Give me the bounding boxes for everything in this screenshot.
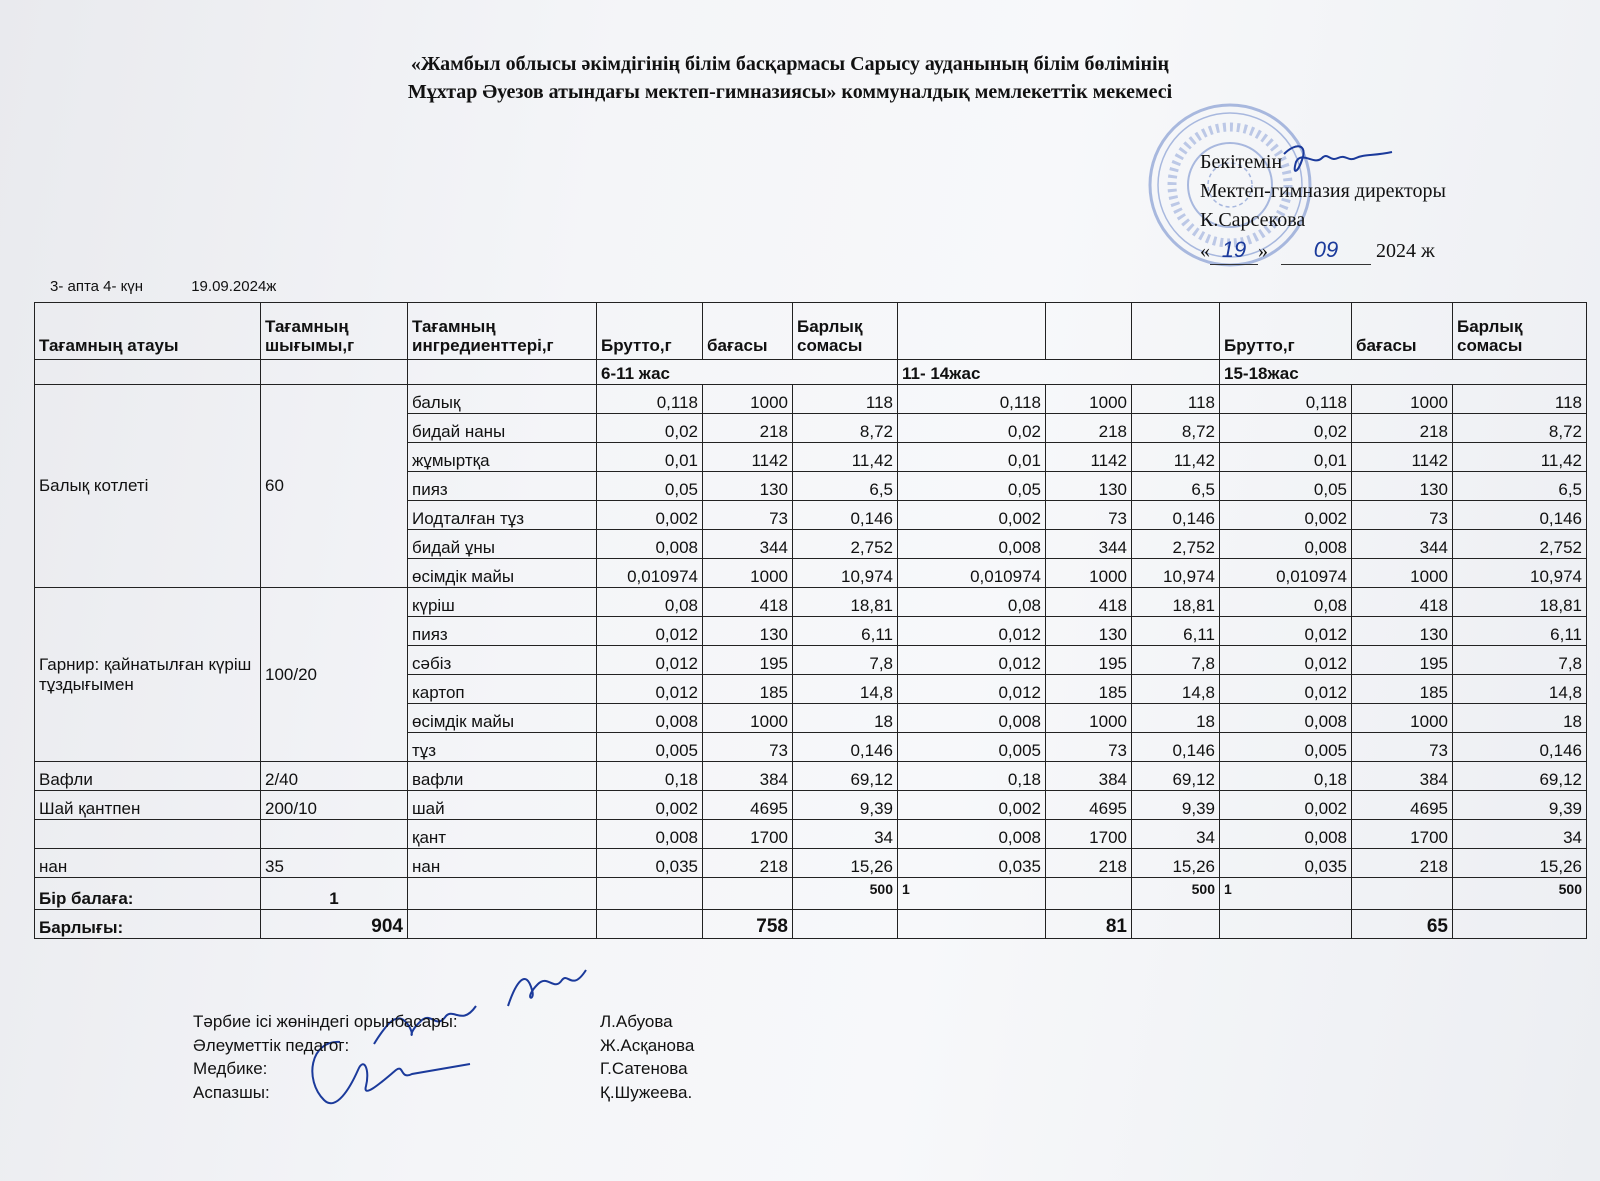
approve-label: Бекітемін (1200, 151, 1283, 173)
ingredient-name: қант (408, 820, 597, 849)
value-cell: 0,008 (597, 704, 703, 733)
signature-role: Медбике: (193, 1059, 268, 1078)
value-cell: 15,26 (1453, 849, 1587, 878)
value-cell: 0,18 (1220, 762, 1352, 791)
value-cell: 0,012 (1220, 646, 1352, 675)
value-cell: 15,26 (793, 849, 898, 878)
value-cell: 218 (1352, 849, 1453, 878)
value-cell: 0,008 (597, 820, 703, 849)
table-row (35, 820, 1587, 849)
empty-cell (597, 878, 703, 910)
value-cell: 130 (703, 617, 793, 646)
value-cell: 118 (793, 385, 898, 414)
value-cell: 0,008 (1220, 820, 1352, 849)
dish-yield: 60 (261, 385, 408, 588)
value-cell: 195 (703, 646, 793, 675)
value-cell: 0,02 (1220, 414, 1352, 443)
value-cell: 0,008 (1220, 530, 1352, 559)
director-signature-icon (1278, 136, 1398, 182)
value-cell: 69,12 (793, 762, 898, 791)
ingredient-name: бидай наны (408, 414, 597, 443)
value-cell: 0,012 (597, 617, 703, 646)
value-cell: 73 (1352, 501, 1453, 530)
signature-role: Тәрбие ісі жөніндегі орынбасары: (193, 1012, 458, 1031)
value-cell: 10,974 (793, 559, 898, 588)
value-cell: 73 (1046, 501, 1132, 530)
value-cell: 18,81 (1132, 588, 1220, 617)
value-cell: 1700 (703, 820, 793, 849)
per-child-count: 1 (898, 878, 1046, 910)
value-cell: 18 (1453, 704, 1587, 733)
value-cell: 0,02 (597, 414, 703, 443)
per-child-count: 1 (1220, 878, 1352, 910)
column-header: бағасы (1352, 303, 1453, 360)
column-header: бағасы (703, 303, 793, 360)
value-cell: 1000 (1352, 385, 1453, 414)
week-day: 3- апта 4- күн (50, 278, 144, 295)
value-cell: 6,5 (1453, 472, 1587, 501)
value-cell: 4695 (1352, 791, 1453, 820)
signature-name: Қ.Шужеева. (600, 1082, 693, 1102)
total-value: 904 (261, 910, 408, 939)
value-cell: 218 (1352, 414, 1453, 443)
per-child-label: Бір балаға: (35, 878, 261, 910)
value-cell: 7,8 (793, 646, 898, 675)
empty-cell (898, 910, 1046, 939)
value-cell: 0,01 (1220, 443, 1352, 472)
empty-cell (408, 360, 597, 385)
value-cell: 0,012 (898, 646, 1046, 675)
age-group-label: 6-11 жас (597, 360, 898, 385)
empty-cell (35, 360, 261, 385)
ingredient-name: пияз (408, 472, 597, 501)
value-cell: 6,5 (1132, 472, 1220, 501)
age-group-label: 11- 14жас (898, 360, 1220, 385)
value-cell: 0,002 (1220, 791, 1352, 820)
ingredient-name: шай (408, 791, 597, 820)
value-cell: 9,39 (1132, 791, 1220, 820)
approval-year: 2024 ж (1376, 240, 1435, 262)
value-cell: 344 (1352, 530, 1453, 559)
value-cell: 14,8 (1453, 675, 1587, 704)
empty-cell (1132, 910, 1220, 939)
value-cell: 0,118 (597, 385, 703, 414)
value-cell: 0,005 (597, 733, 703, 762)
value-cell: 0,012 (1220, 675, 1352, 704)
dish-name: нан (35, 849, 261, 878)
empty-cell (1046, 878, 1132, 910)
dish-name: Шай қантпен (35, 791, 261, 820)
ingredient-name: бидай ұны (408, 530, 597, 559)
value-cell: 7,8 (1453, 646, 1587, 675)
value-cell: 0,05 (1220, 472, 1352, 501)
approval-date: « 19 » 09 2024 ж (1200, 235, 1446, 266)
dish-yield: 35 (261, 849, 408, 878)
value-cell: 0,08 (597, 588, 703, 617)
value-cell: 0,01 (597, 443, 703, 472)
value-cell: 6,11 (1453, 617, 1587, 646)
menu-table (34, 302, 1587, 939)
value-cell: 130 (1046, 472, 1132, 501)
value-cell: 6,5 (793, 472, 898, 501)
ingredient-name: картоп (408, 675, 597, 704)
value-cell: 130 (1352, 472, 1453, 501)
total-value: 81 (1046, 910, 1132, 939)
per-child-sum: 500 (793, 878, 898, 910)
value-cell: 1700 (1352, 820, 1453, 849)
value-cell: 1000 (1046, 559, 1132, 588)
value-cell: 10,974 (1132, 559, 1220, 588)
per-child-sum: 500 (1453, 878, 1587, 910)
dish-name: Гарнир: қайнатылған күріш тұздығымен (35, 588, 261, 762)
value-cell: 384 (1046, 762, 1132, 791)
value-cell: 8,72 (1453, 414, 1587, 443)
value-cell: 0,008 (1220, 704, 1352, 733)
value-cell: 0,012 (898, 617, 1046, 646)
value-cell: 0,118 (1220, 385, 1352, 414)
total-value: 65 (1352, 910, 1453, 939)
dish-yield: 2/40 (261, 762, 408, 791)
value-cell: 8,72 (1132, 414, 1220, 443)
column-header (1132, 303, 1220, 360)
per-child-count: 1 (261, 878, 408, 910)
value-cell: 384 (703, 762, 793, 791)
value-cell: 9,39 (1453, 791, 1587, 820)
value-cell: 0,035 (597, 849, 703, 878)
value-cell: 0,035 (898, 849, 1046, 878)
value-cell: 0,005 (898, 733, 1046, 762)
column-header (898, 303, 1046, 360)
dish-name: Вафли (35, 762, 261, 791)
ingredient-name: нан (408, 849, 597, 878)
value-cell: 0,146 (1132, 733, 1220, 762)
table-row (35, 360, 1587, 385)
value-cell: 69,12 (1132, 762, 1220, 791)
day-info (50, 278, 320, 295)
value-cell: 4695 (703, 791, 793, 820)
value-cell: 0,010974 (1220, 559, 1352, 588)
value-cell: 0,008 (898, 530, 1046, 559)
value-cell: 18,81 (793, 588, 898, 617)
value-cell: 73 (1352, 733, 1453, 762)
empty-cell (793, 910, 898, 939)
table-row (35, 303, 1587, 360)
header-line-1: «Жамбыл облысы әкімдігінің білім басқармасы Сарысу ауданының білім бөлімінің (410, 53, 1170, 75)
signatures-roles (193, 1010, 458, 1104)
ingredient-name: күріш (408, 588, 597, 617)
empty-cell (261, 820, 408, 849)
value-cell: 0,05 (898, 472, 1046, 501)
ingredient-name: өсімдік майы (408, 704, 597, 733)
value-cell: 0,146 (1453, 501, 1587, 530)
ingredient-name: пияз (408, 617, 597, 646)
value-cell: 14,8 (793, 675, 898, 704)
value-cell: 1142 (1352, 443, 1453, 472)
empty-cell (597, 910, 703, 939)
column-header: Барлық сомасы (793, 303, 898, 360)
signature-name: Л.Абуова (600, 1012, 673, 1031)
value-cell: 218 (1046, 849, 1132, 878)
value-cell: 384 (1352, 762, 1453, 791)
value-cell: 195 (1352, 646, 1453, 675)
value-cell: 0,146 (1453, 733, 1587, 762)
menu-date: 19.09.2024ж (191, 278, 277, 295)
column-header: Брутто,г (597, 303, 703, 360)
ingredient-name: тұз (408, 733, 597, 762)
value-cell: 185 (1046, 675, 1132, 704)
signature-role: Аспазшы: (193, 1082, 270, 1102)
signature-role: Әлеуметтік педагог: (193, 1035, 350, 1055)
value-cell: 7,8 (1132, 646, 1220, 675)
value-cell: 0,02 (898, 414, 1046, 443)
value-cell: 18 (1132, 704, 1220, 733)
value-cell: 0,012 (1220, 617, 1352, 646)
value-cell: 0,002 (597, 791, 703, 820)
value-cell: 1142 (1046, 443, 1132, 472)
value-cell: 0,002 (597, 501, 703, 530)
value-cell: 0,012 (898, 675, 1046, 704)
approval-month: 09 (1281, 235, 1371, 265)
value-cell: 1000 (703, 559, 793, 588)
value-cell: 73 (703, 501, 793, 530)
value-cell: 0,012 (597, 675, 703, 704)
ingredient-name: балық (408, 385, 597, 414)
header-line-2: Мұхтар Әуезов атындағы мектеп-гимназиясы» коммуналдық мемлекеттік мекемесі (407, 81, 1173, 103)
total-value: 758 (703, 910, 793, 939)
value-cell: 18 (793, 704, 898, 733)
value-cell: 1000 (703, 385, 793, 414)
value-cell: 418 (703, 588, 793, 617)
approval-day: 19 (1210, 235, 1258, 265)
value-cell: 1000 (1352, 559, 1453, 588)
value-cell: 73 (703, 733, 793, 762)
value-cell: 0,05 (597, 472, 703, 501)
director-name: К.Сарсекова (1200, 209, 1306, 231)
value-cell: 0,002 (1220, 501, 1352, 530)
value-cell: 130 (1046, 617, 1132, 646)
empty-cell (408, 878, 597, 910)
value-cell: 0,008 (898, 820, 1046, 849)
column-header: Тағамның ингредиенттері,г (408, 303, 597, 360)
ingredient-name: жұмыртқа (408, 443, 597, 472)
table-row (35, 791, 1587, 820)
value-cell: 0,08 (898, 588, 1046, 617)
director-position: Мектеп-гимназия директоры (1200, 180, 1446, 202)
value-cell: 0,035 (1220, 849, 1352, 878)
value-cell: 118 (1453, 385, 1587, 414)
value-cell: 0,18 (898, 762, 1046, 791)
empty-cell (703, 878, 793, 910)
table-row (35, 588, 1587, 617)
signature-name: Г.Сатенова (600, 1059, 688, 1078)
total-label: Барлығы: (35, 910, 261, 939)
column-header (1046, 303, 1132, 360)
value-cell: 0,002 (898, 791, 1046, 820)
value-cell: 1000 (1352, 704, 1453, 733)
value-cell: 185 (703, 675, 793, 704)
value-cell: 11,42 (1453, 443, 1587, 472)
value-cell: 15,26 (1132, 849, 1220, 878)
ingredient-name: өсімдік майы (408, 559, 597, 588)
value-cell: 8,72 (793, 414, 898, 443)
dish-yield: 100/20 (261, 588, 408, 762)
table-row (35, 849, 1587, 878)
column-header: Барлық сомасы (1453, 303, 1587, 360)
empty-cell (1453, 910, 1587, 939)
value-cell: 0,010974 (597, 559, 703, 588)
value-cell: 10,974 (1453, 559, 1587, 588)
value-cell: 0,005 (1220, 733, 1352, 762)
ingredient-name: сәбіз (408, 646, 597, 675)
value-cell: 0,146 (793, 501, 898, 530)
age-group-label: 15-18жас (1220, 360, 1587, 385)
value-cell: 1142 (703, 443, 793, 472)
value-cell: 118 (1132, 385, 1220, 414)
institution-header (0, 50, 1600, 106)
value-cell: 130 (703, 472, 793, 501)
value-cell: 34 (1132, 820, 1220, 849)
empty-cell (35, 820, 261, 849)
value-cell: 0,146 (1132, 501, 1220, 530)
value-cell: 69,12 (1453, 762, 1587, 791)
value-cell: 1000 (1046, 704, 1132, 733)
ingredient-name: вафли (408, 762, 597, 791)
value-cell: 11,42 (1132, 443, 1220, 472)
value-cell: 2,752 (793, 530, 898, 559)
dish-yield: 200/10 (261, 791, 408, 820)
value-cell: 218 (1046, 414, 1132, 443)
signatures-names (600, 1010, 694, 1104)
value-cell: 418 (1046, 588, 1132, 617)
value-cell: 0,008 (898, 704, 1046, 733)
value-cell: 0,08 (1220, 588, 1352, 617)
ingredient-name: Иодталған тұз (408, 501, 597, 530)
empty-cell (1352, 878, 1453, 910)
table-row (35, 762, 1587, 791)
table-row (35, 878, 1587, 910)
value-cell: 14,8 (1132, 675, 1220, 704)
column-header: Брутто,г (1220, 303, 1352, 360)
per-child-sum: 500 (1132, 878, 1220, 910)
value-cell: 0,002 (898, 501, 1046, 530)
deputy-signature-icon (502, 962, 592, 1012)
value-cell: 1700 (1046, 820, 1132, 849)
value-cell: 6,11 (793, 617, 898, 646)
value-cell: 344 (1046, 530, 1132, 559)
value-cell: 185 (1352, 675, 1453, 704)
value-cell: 34 (1453, 820, 1587, 849)
value-cell: 11,42 (793, 443, 898, 472)
value-cell: 34 (793, 820, 898, 849)
table-row (35, 910, 1587, 939)
empty-cell (408, 910, 597, 939)
value-cell: 6,11 (1132, 617, 1220, 646)
value-cell: 1000 (1046, 385, 1132, 414)
value-cell: 0,01 (898, 443, 1046, 472)
dish-name: Балық котлеті (35, 385, 261, 588)
value-cell: 1000 (703, 704, 793, 733)
column-header: Тағамның шығымы,г (261, 303, 408, 360)
value-cell: 9,39 (793, 791, 898, 820)
value-cell: 130 (1352, 617, 1453, 646)
value-cell: 0,18 (597, 762, 703, 791)
value-cell: 2,752 (1453, 530, 1587, 559)
value-cell: 4695 (1046, 791, 1132, 820)
empty-cell (261, 360, 408, 385)
value-cell: 218 (703, 849, 793, 878)
signature-name: Ж.Асқанова (600, 1035, 695, 1055)
empty-cell (1220, 910, 1352, 939)
table-row (35, 385, 1587, 414)
value-cell: 73 (1046, 733, 1132, 762)
value-cell: 0,010974 (898, 559, 1046, 588)
value-cell: 195 (1046, 646, 1132, 675)
column-header: Тағамның атауы (35, 303, 261, 360)
value-cell: 18,81 (1453, 588, 1587, 617)
value-cell: 0,146 (793, 733, 898, 762)
value-cell: 418 (1352, 588, 1453, 617)
value-cell: 0,012 (597, 646, 703, 675)
value-cell: 218 (703, 414, 793, 443)
value-cell: 344 (703, 530, 793, 559)
value-cell: 0,118 (898, 385, 1046, 414)
value-cell: 0,008 (597, 530, 703, 559)
value-cell: 2,752 (1132, 530, 1220, 559)
